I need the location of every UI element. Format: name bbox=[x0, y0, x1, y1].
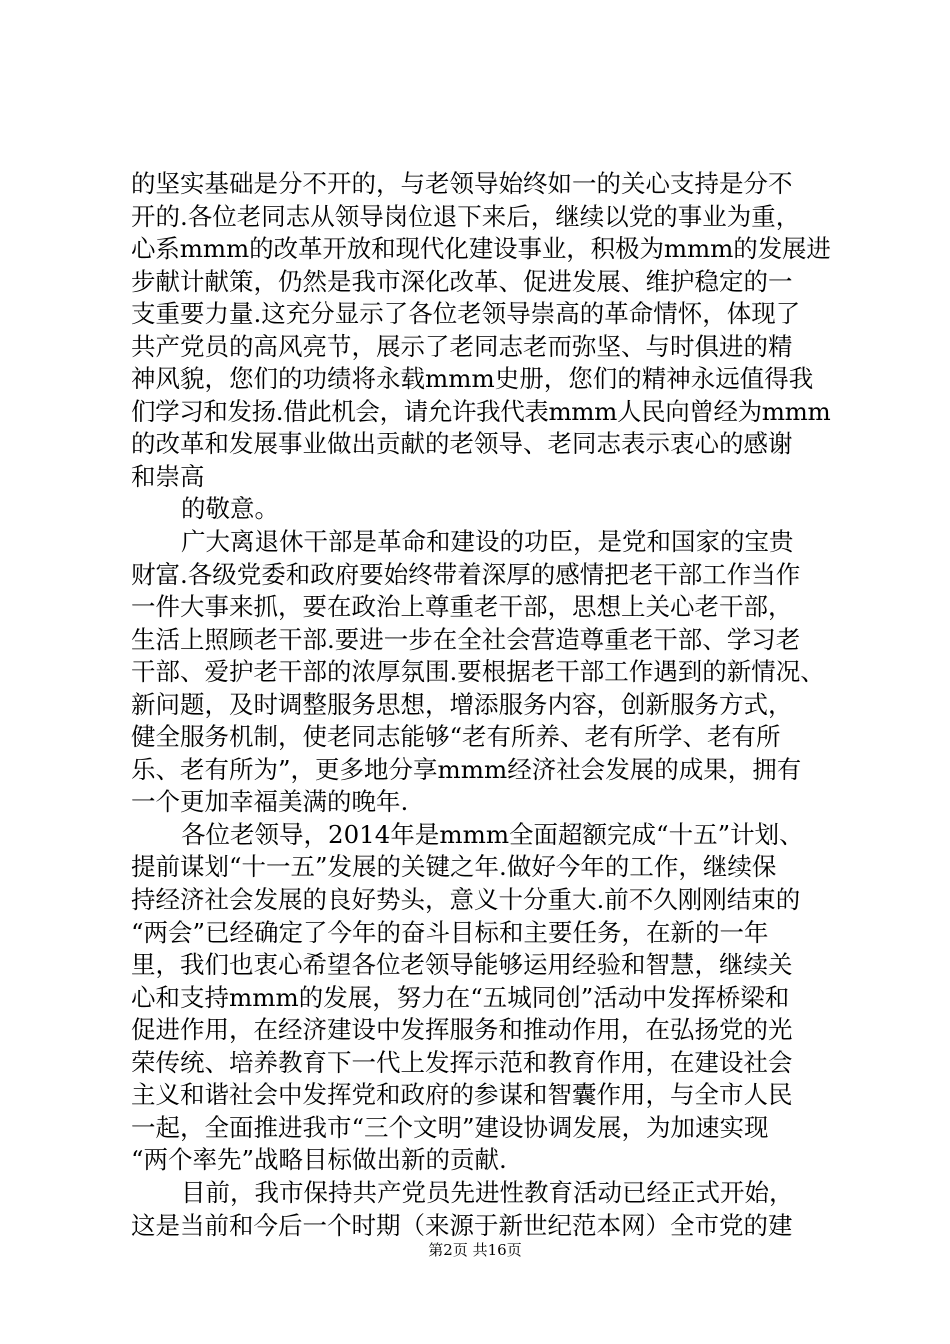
text-line: 们学习和发扬.借此机会，请允许我代表mmm人民向曾经为mmm bbox=[131, 396, 831, 426]
text-line: 健全服务机制，使老同志能够“老有所养、老有所学、老有所 bbox=[131, 722, 781, 752]
text-line: 开的.各位老同志从领导岗位退下来后，继续以党的事业为重， bbox=[131, 201, 801, 231]
text-line: 心和支持mmm的发展，努力在“五城同创”活动中发挥桥梁和 bbox=[131, 982, 790, 1012]
text-line: 乐、老有所为”，更多地分享mmm经济社会发展的成果，拥有 bbox=[131, 754, 802, 784]
text-line: “两个率先”战略目标做出新的贡献. bbox=[131, 1145, 507, 1175]
document-body bbox=[131, 168, 831, 1242]
text-line: 各位老领导，2014年是mmm全面超额完成“十五”计划、 bbox=[181, 819, 804, 849]
text-line: 生活上照顾老干部.要进一步在全社会营造尊重老干部、学习老 bbox=[131, 624, 801, 654]
text-line: 的敬意。 bbox=[181, 494, 279, 524]
text-line: 的改革和发展事业做出贡献的老领导、老同志表示衷心的感谢 bbox=[131, 429, 793, 459]
text-line: 共产党员的高风亮节，展示了老同志老而弥坚、与时俱进的精 bbox=[131, 331, 793, 361]
text-line: “两会”已经确定了今年的奋斗目标和主要任务，在新的一年 bbox=[131, 917, 769, 947]
text-line: 提前谋划“十一五”发展的关键之年.做好今年的工作，继续保 bbox=[131, 852, 777, 882]
text-line: 心系mmm的改革开放和现代化建设事业，积极为mmm的发展进 bbox=[131, 234, 831, 264]
text-line: 促进作用，在经济建设中发挥服务和推动作用，在弘扬党的光 bbox=[131, 1015, 793, 1045]
text-line: 支重要力量.这充分显示了各位老领导崇高的革命情怀，体现了 bbox=[131, 299, 801, 329]
text-line: 里，我们也衷心希望各位老领导能够运用经验和智慧，继续关 bbox=[131, 950, 793, 980]
text-line: 步献计献策，仍然是我市深化改革、促进发展、维护稳定的一 bbox=[131, 266, 793, 296]
text-line: 新问题，及时调整服务思想，增添服务内容，创新服务方式， bbox=[131, 689, 793, 719]
text-line: 这是当前和今后一个时期（来源于新世纪范本网）全市党的建 bbox=[131, 1210, 793, 1240]
text-line: 的坚实基础是分不开的，与老领导始终如一的关心支持是分不 bbox=[131, 169, 793, 198]
text-line: 干部、爱护老干部的浓厚氛围.要根据老干部工作遇到的新情况、 bbox=[131, 657, 825, 687]
text-line: 和崇高 bbox=[131, 461, 205, 491]
text-line: 广大离退休干部是革命和建设的功臣，是党和国家的宝贵 bbox=[181, 527, 794, 557]
page-number-footer: 第2页 共16页 bbox=[428, 1241, 522, 1259]
text-line: 荣传统、培养教育下一代上发挥示范和教育作用，在建设社会 bbox=[131, 1047, 793, 1077]
text-line: 神风貌，您们的功绩将永载mmm史册，您们的精神永远值得我 bbox=[131, 364, 814, 394]
text-line: 一个更加幸福美满的晚年. bbox=[131, 787, 409, 817]
text-line: 目前，我市保持共产党员先进性教育活动已经正式开始， bbox=[181, 1177, 794, 1207]
text-line: 持经济社会发展的良好势头，意义十分重大.前不久刚刚结束的 bbox=[131, 885, 801, 915]
text-line: 财富.各级党委和政府要始终带着深厚的感情把老干部工作当作 bbox=[131, 559, 801, 589]
text-line: 一件大事来抓，要在政治上尊重老干部，思想上关心老干部， bbox=[131, 592, 793, 622]
text-line: 主义和谐社会中发挥党和政府的参谋和智囊作用，与全市人民 bbox=[131, 1080, 793, 1110]
text-line: 一起，全面推进我市“三个文明”建设协调发展，为加速实现 bbox=[131, 1112, 769, 1142]
